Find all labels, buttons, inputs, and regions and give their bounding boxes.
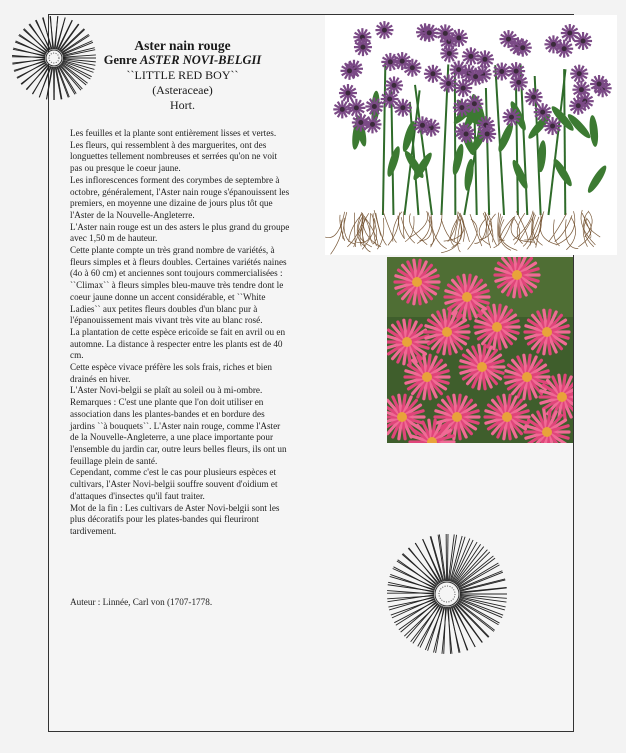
paragraph: Les fleurs, qui ressemblent à des marguerites, ont des longuettes tellement nombreuses et serrées qu'on ne voit pas ou presque le coeur jaune. xyxy=(70,139,278,174)
paragraph: Cette espèce vivace préfère les sols frais, riches et bien drainés en hiver. xyxy=(70,362,273,384)
paragraph: Remarques : C'est une plante que l'on doit utiliser en association dans les plantes-bandes et en bordure des jardins ``à bouquets``. L'Aster nain rouge, comme l'Aster de la Nouvelle-Angleterre, a une place importante pour l'ensemble du jardin car, outre leurs belles fleurs, ils ont un feuillage plein de santé. xyxy=(70,397,287,466)
title-block xyxy=(70,38,295,113)
paragraph: L'Aster Novi-belgii se plaît au soleil ou à mi-ombre. xyxy=(70,385,263,396)
paragraph: Les inflorescences forment des corymbes de septembre à octobre, généralement, l'Aster nain rouge s'épanouissent les premiers, en moyenne une dizaine de jours plus tôt que l'Aster de la Nouvelle-Angleterre. xyxy=(70,174,290,220)
paragraph: Mot de la fin : Les cultivars de Aster Novi-belgii sont les plus décoratifs pour les plates-bandes qui fleuriront tardivement. xyxy=(70,502,280,536)
paragraph: Cependant, comme c'est le cas pour plusieurs espèces et cultivars, l'Aster Novi-belgii souffre souvent d'oidium et d'attaques d'insectes qu'il faut traiter. xyxy=(70,467,278,501)
page-title: Aster nain rouge xyxy=(134,38,231,53)
flower-photo xyxy=(387,257,573,443)
paragraph: Cette plante compte un très grand nombre de variétés, à fleurs simples et à fleurs doubles. Certaines variétés naines (4o à 60 cm) et anciennes sont toujours commercialisées : ``Climax`` à fleurs simples bleu-mauve très tendre dont le coeur jaune donne un accent considérable, et ``White Ladies`` aux petites fleurs doubles d'un blanc pur à l'épanouissement mais vivant très vite au blanc rosé. xyxy=(70,245,287,326)
genus-name: ASTER NOVI-BELGII xyxy=(140,53,262,67)
paragraph: La plantation de cette espèce ericoïde se fait en avril ou en automne. La distance à respecter entre les plants est de 40 cm. xyxy=(70,326,286,361)
category-label: Hort. xyxy=(170,98,195,112)
plant-illustration xyxy=(325,15,617,255)
family-name: (Asteraceae) xyxy=(152,83,213,97)
genus-prefix: Genre xyxy=(103,53,140,67)
aster-dingbat-bottom-icon xyxy=(384,528,510,654)
author-line: Auteur : Linnée, Carl von (1707-1778. xyxy=(70,597,213,607)
paragraph: Les feuilles et la plante sont entièrement lisses et vertes. xyxy=(70,128,277,138)
paragraph: L'Aster nain rouge est un des asters le plus grand du groupe avec 1,50 m de hauteur. xyxy=(70,221,290,244)
cultivar-name: ``LITTLE RED BOY`` xyxy=(126,68,239,82)
description-text xyxy=(70,128,290,538)
genus-line xyxy=(70,53,295,68)
